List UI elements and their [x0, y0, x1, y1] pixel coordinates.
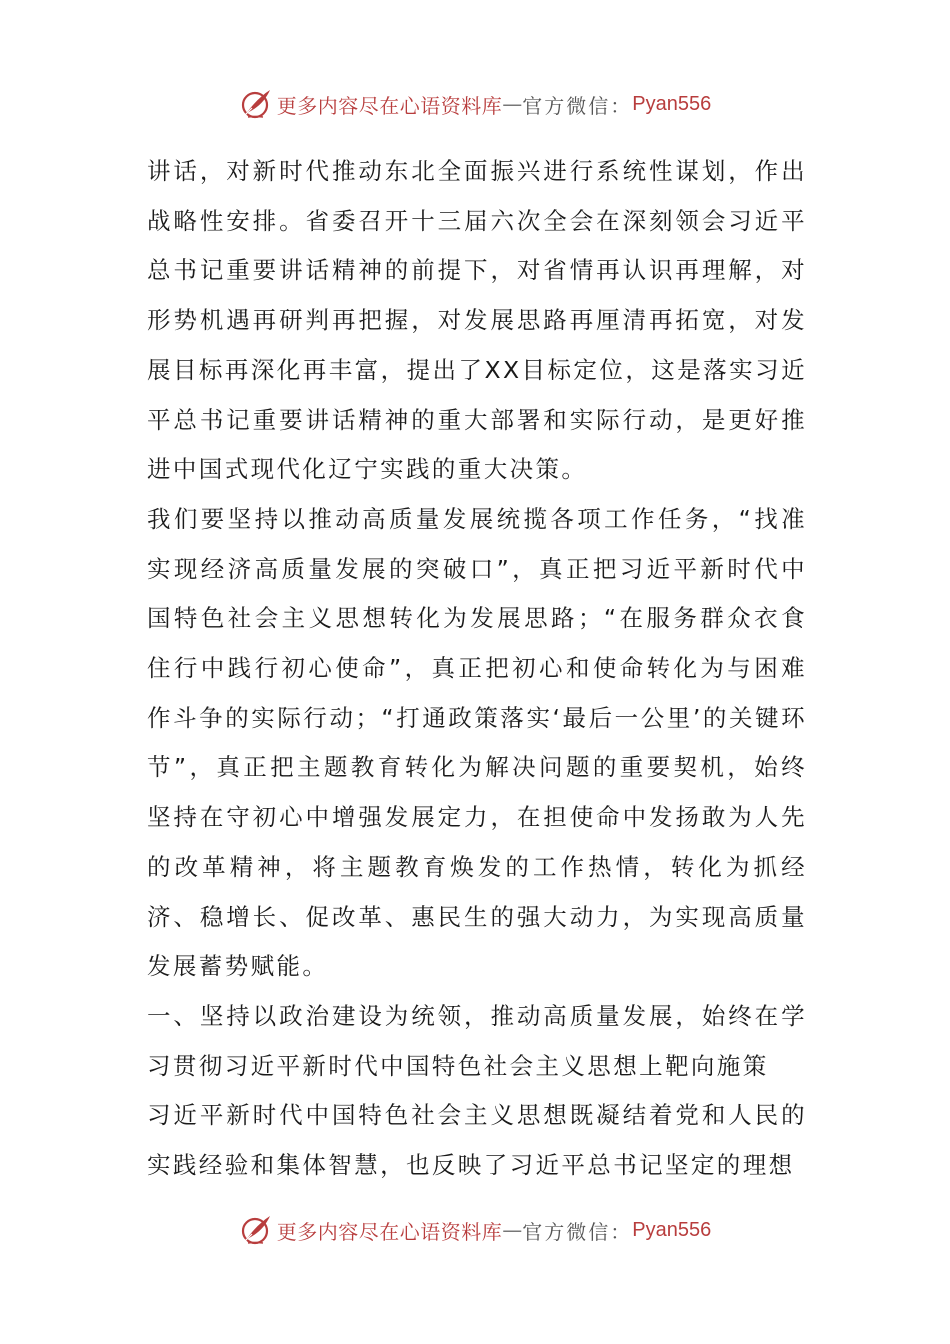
document-body	[147, 147, 807, 1191]
quill-pen-logo-icon	[239, 87, 273, 121]
paragraph-2: 我们要坚持以推动高质量发展统揽各项工作任务，“找准实现经济高质量发展的突破口”，真正把习近平新时代中国特色社会主义思想转化为发展思路；“在服务群众衣食住行中践行初心使命”，真正把初心和使命转化为与困难作斗争的实际行动；“打通政策落实‘最后一公里’的关键环节”，真正把主题教育转化为解决问题的重要契机，始终坚持在守初心中增强发展定力，在担使命中发扬敢为人先的改革精神，将主题教育焕发的工作热情，转化为抓经济、稳增长、促改革、惠民生的强大动力，为实现高质量发展蓄势赋能。	[147, 504, 807, 981]
header-watermark-banner	[0, 84, 950, 124]
paragraph-1: 讲话，对新时代推动东北全面振兴进行系统性谋划，作出战略性安排。省委召开十三届六次全会在深刻领会习近平总书记重要讲话精神的前提下，对省情再认识再理解，对形势机遇再研判再把握，对发展思路再厘清再拓宽，对发展目标再深化再丰富，提出了XX目标定位，这是落实习近平总书记重要讲话精神的重大部署和实际行动，是更好推进中国式现代化辽宁实践的重大决策。	[147, 157, 807, 484]
banner-wechat-id: Pyan556	[632, 1218, 712, 1241]
banner-text: 更多内容尽在心语资料库	[276, 1219, 503, 1244]
banner-text: 更多内容尽在心语资料库	[276, 93, 503, 118]
banner-separator: —	[502, 1218, 523, 1242]
quill-pen-logo-icon	[239, 1213, 273, 1247]
footer-watermark-banner	[0, 1210, 950, 1250]
banner-separator: —	[502, 92, 523, 116]
section-heading-1: 一、坚持以政治建设为统领，推动高质量发展，始终在学习贯彻习近平新时代中国特色社会主义思想上靶向施策	[147, 1001, 807, 1080]
paragraph-3: 习近平新时代中国特色社会主义思想既凝结着党和人民的实践经验和集体智慧，也反映了习近平总书记坚定的理想	[147, 1101, 807, 1180]
banner-wechat-label: 官方微信：	[522, 93, 633, 118]
banner-wechat-id: Pyan556	[632, 92, 712, 115]
banner-wechat-label: 官方微信：	[522, 1219, 633, 1244]
